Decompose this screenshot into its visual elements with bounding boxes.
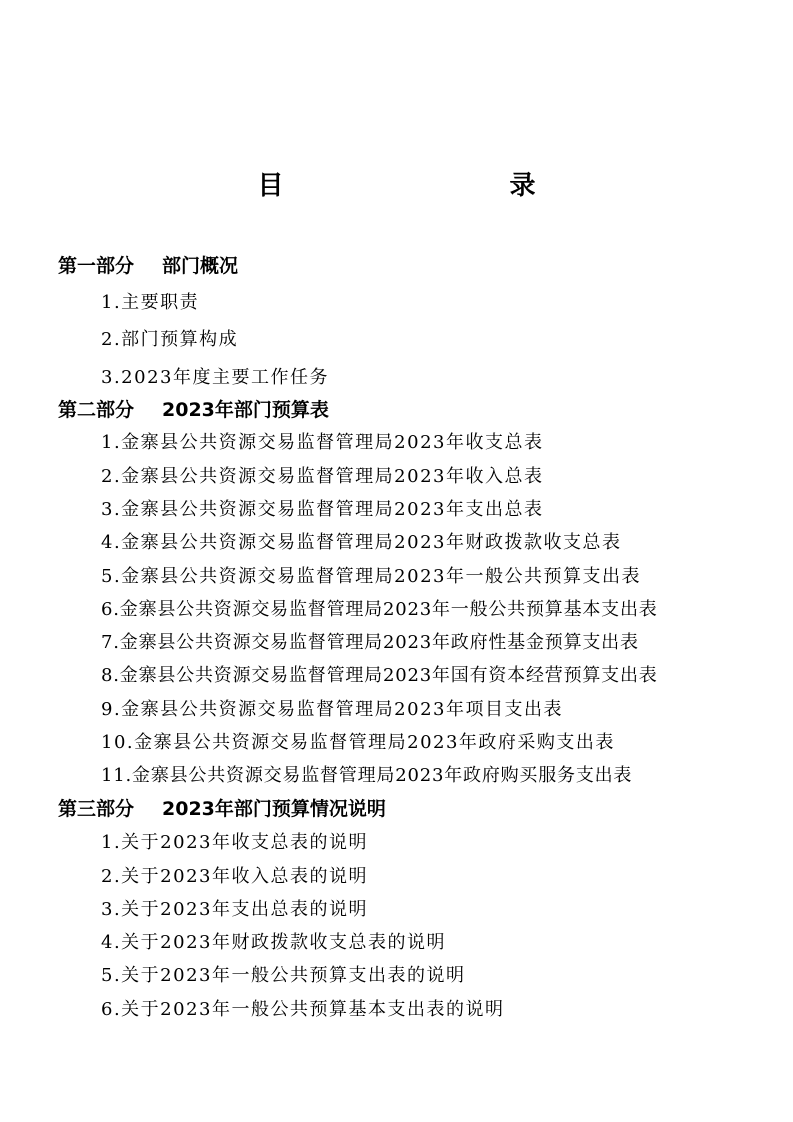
- toc-item: 2.部门预算构成: [101, 329, 239, 350]
- page-title: 目 录: [257, 171, 594, 201]
- part-name: 2023年部门预算表: [162, 399, 329, 421]
- part-name: 部门概况: [162, 255, 239, 277]
- toc-item: 2.金寨县公共资源交易监督管理局2023年收入总表: [101, 466, 544, 487]
- toc-item: 7.金寨县公共资源交易监督管理局2023年政府性基金预算支出表: [101, 632, 639, 653]
- toc-item: 3.2023年度主要工作任务: [101, 367, 329, 388]
- toc-item: 3.金寨县公共资源交易监督管理局2023年支出总表: [101, 499, 544, 520]
- part-label: 第二部分: [58, 399, 135, 421]
- toc-item: 3.关于2023年支出总表的说明: [101, 899, 368, 920]
- toc-item: 6.金寨县公共资源交易监督管理局2023年一般公共预算基本支出表: [101, 599, 658, 620]
- toc-item: 6.关于2023年一般公共预算基本支出表的说明: [101, 999, 505, 1020]
- part-label: 第一部分: [58, 255, 135, 277]
- part-3-heading: [58, 796, 386, 822]
- part-2-heading: [58, 397, 329, 423]
- toc-item: 4.金寨县公共资源交易监督管理局2023年财政拨款收支总表: [101, 532, 622, 553]
- toc-item: 1.金寨县公共资源交易监督管理局2023年收支总表: [101, 432, 544, 453]
- toc-item: 2.关于2023年收入总表的说明: [101, 866, 368, 887]
- toc-item: 5.关于2023年一般公共预算支出表的说明: [101, 965, 466, 986]
- toc-item: 5.金寨县公共资源交易监督管理局2023年一般公共预算支出表: [101, 566, 641, 587]
- toc-item: 1.主要职责: [101, 292, 200, 313]
- toc-item: 1.关于2023年收支总表的说明: [101, 832, 368, 853]
- toc-item: 8.金寨县公共资源交易监督管理局2023年国有资本经营预算支出表: [101, 665, 658, 686]
- toc-item: 10.金寨县公共资源交易监督管理局2023年政府采购支出表: [101, 732, 615, 753]
- part-name: 2023年部门预算情况说明: [162, 798, 386, 820]
- part-label: 第三部分: [58, 798, 135, 820]
- toc-item: 9.金寨县公共资源交易监督管理局2023年项目支出表: [101, 699, 563, 720]
- toc-item: 4.关于2023年财政拨款收支总表的说明: [101, 932, 446, 953]
- toc-item: 11.金寨县公共资源交易监督管理局2023年政府购买服务支出表: [101, 765, 633, 786]
- part-1-heading: [58, 253, 238, 279]
